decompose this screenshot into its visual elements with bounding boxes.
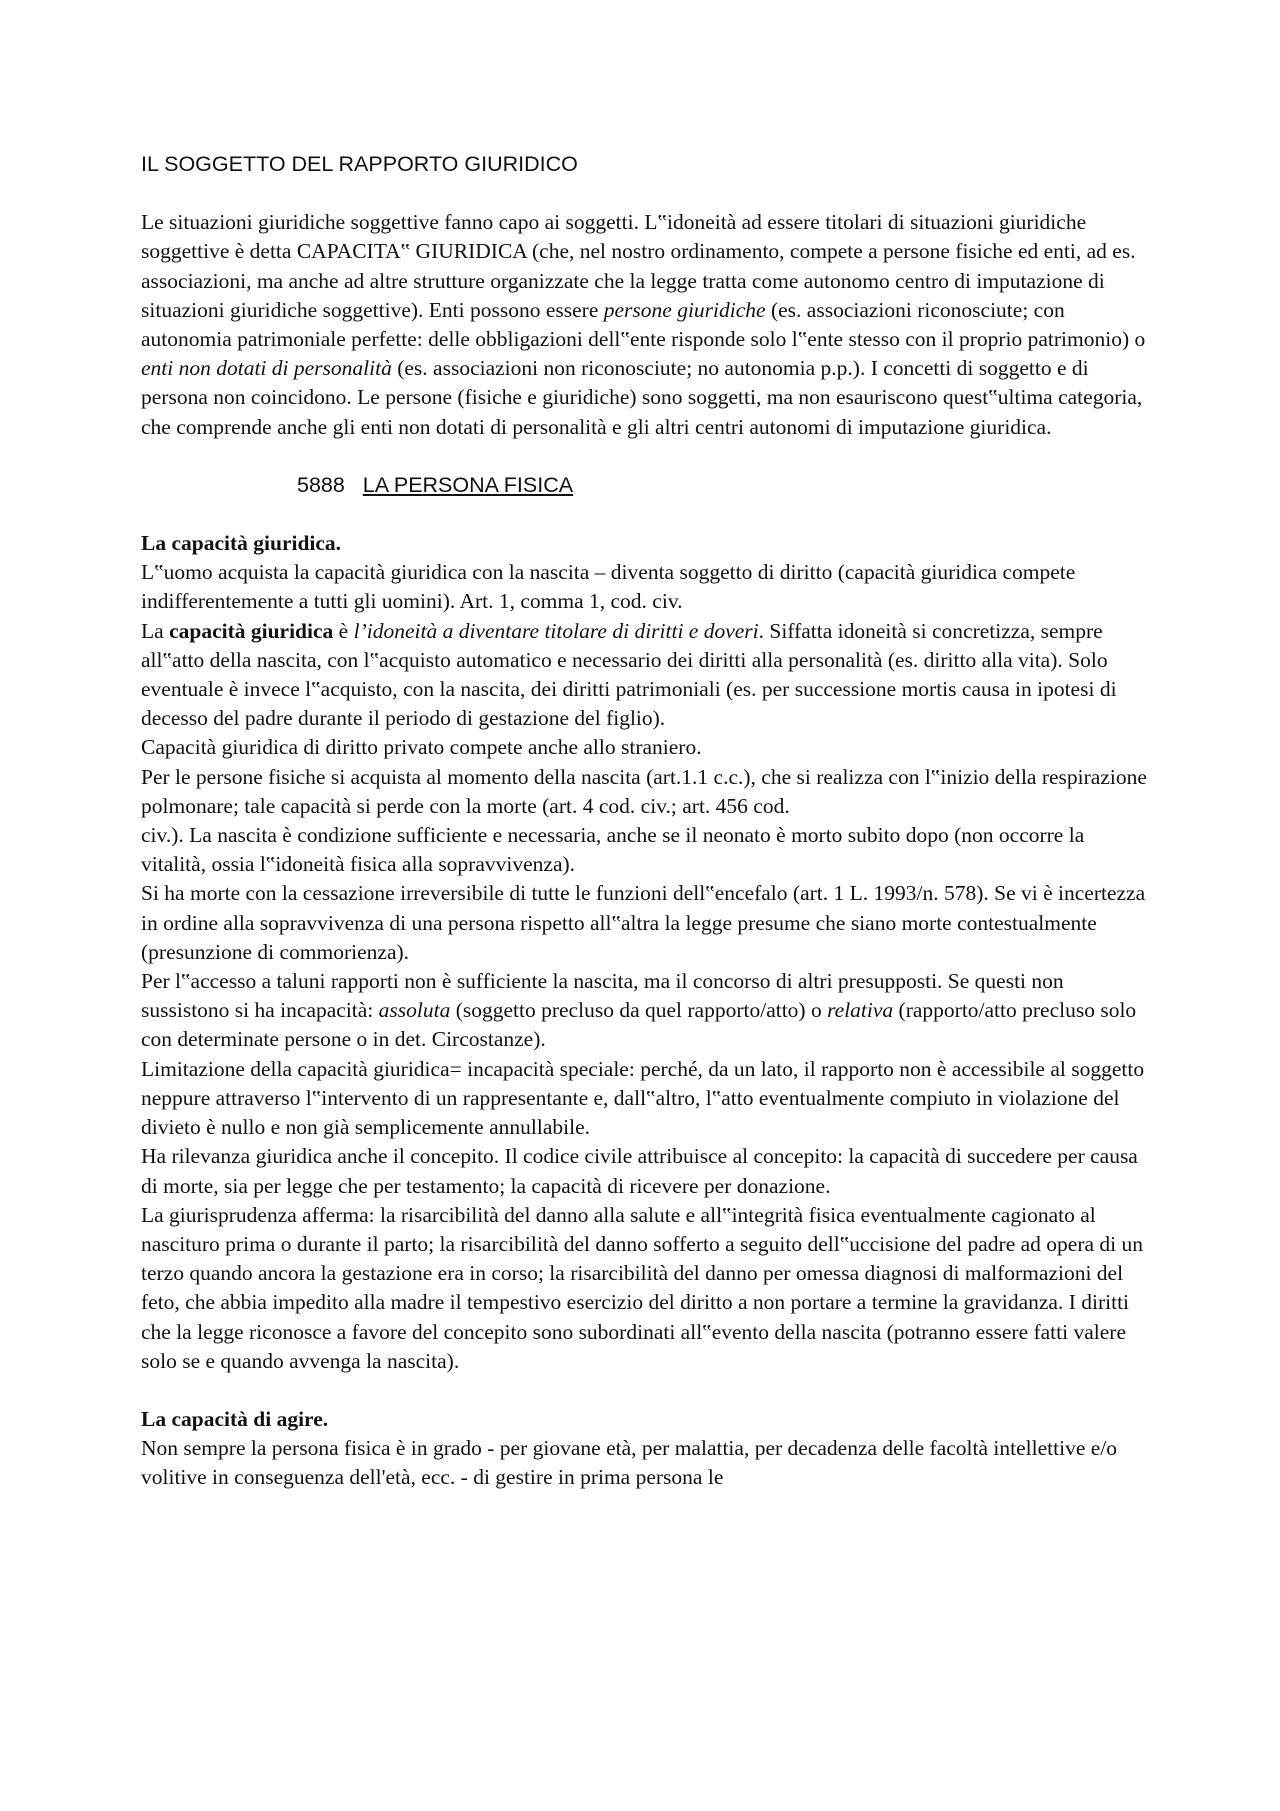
paragraph: Capacità giuridica di diritto privato compete anche allo straniero. — [141, 735, 702, 760]
subsection-number: 5888 — [297, 472, 345, 497]
paragraph-definition — [141, 617, 1149, 734]
text-run: (rapporto/atto precluso solo con determinate persone o in det. Circostanze). — [141, 998, 1137, 1052]
italic-term-relativa: relativa — [827, 998, 894, 1023]
text-run: . Siffatta idoneità si concretizza, sempre all‟atto della nascita, con l‟acquisto automatico e necessario dei diritti alla personalità (es. diritto alla vita). Solo eventuale è invece l‟acquisto, con la nascita, dei diritti patrimoniali (es. per successione mortis causa in ipotesi di decesso del padre durante il periodo di gestazione del figlio). — [141, 618, 1117, 731]
intro-text-3: (es. associazioni non riconosciute; no autonomia p.p.). I concetti di soggetto e di persona non coincidono. Le persone (fisiche e giuridiche) sono soggetti, ma non esauriscono quest‟ultima categoria, che comprende anche gli enti non dotati di personalità e gli altri centri autonomi di imputazione giuridica. — [141, 356, 1143, 439]
paragraph: Non sempre la persona fisica è in grado - per giovane età, per malattia, per decadenza delle facoltà intellettive e/o volitive in conseguenza dell'età, ecc. - di gestire in prima persona le — [141, 1436, 1118, 1490]
paragraph: Si ha morte con la cessazione irreversibile di tutte le funzioni dell‟encefalo (art. 1 L. 1993/n. 578). Se vi è incertezza in ordine alla sopravvivenza di una persona rispetto all‟altra la legge presume che siano morte contestualmente (presunzione di commorienza). — [141, 881, 1146, 964]
text-run: La — [141, 618, 170, 643]
paragraph: L‟uomo acquista la capacità giuridica con la nascita – diventa soggetto di diritto (capacità giuridica compete indifferentemente a tutti gli uomini). Art. 1, comma 1, cod. civ. — [141, 560, 1076, 614]
text-run: è — [333, 618, 354, 643]
text-run: Per l‟accesso a taluni rapporti non è sufficiente la nascita, ma il concorso di altri presupposti. Se questi non sussistono si ha incapacità: — [141, 969, 1064, 1023]
paragraph: Limitazione della capacità giuridica= incapacità speciale: perché, da un lato, il rapporto non è accessibile al soggetto neppure attraverso l‟intervento di un rappresentante e, dall‟altro, l‟atto eventualmente compiuto in violazione del divieto è nullo e non già semplicemente annullabile. — [141, 1056, 1145, 1140]
paragraph: Ha rilevanza giuridica anche il concepito. Il codice civile attribuisce al concepito: la capacità di succedere per causa di morte, sia per legge che per testamento; la capacità di ricevere per donazione. — [141, 1144, 1138, 1198]
paragraph-incapacita — [141, 967, 1149, 1055]
intro-text-2: (es. associazioni riconosciute; con autonomia patrimoniale perfette: delle obbligazioni dell‟ente risponde solo l‟ente stesso con il proprio patrimonio) o — [141, 297, 1146, 352]
intro-paragraph — [141, 208, 1149, 442]
italic-definition: l’idoneità a diventare titolare di diritti e doveri — [353, 618, 759, 643]
section-heading-capacita-giuridica: La capacità giuridica. — [141, 531, 342, 556]
subsection-title: LA PERSONA FISICA — [362, 472, 574, 497]
section-heading-capacita-agire: La capacità di agire. — [141, 1406, 329, 1431]
intro-italic-2: enti non dotati di personalità — [141, 356, 392, 381]
italic-term-assoluta: assoluta — [378, 998, 451, 1023]
bold-term: capacità giuridica — [169, 618, 334, 643]
paragraph: Per le persone fisiche si acquista al momento della nascita (art.1.1 c.c.), che si realizza con l‟inizio della respirazione polmonare; tale capacità si perde con la morte (art. 4 cod. civ.; art. 456 cod. — [141, 764, 1147, 818]
intro-italic-1: persone giuridiche — [603, 297, 766, 322]
spacer — [141, 442, 1149, 471]
document-body — [141, 150, 1149, 1493]
document-title: IL SOGGETTO DEL RAPPORTO GIURIDICO — [141, 152, 578, 176]
paragraph: civ.). La nascita è condizione sufficiente e necessaria, anche se il neonato è morto subito dopo (non occorre la vitalità, ossia l‟idoneità fisica alla sopravvivenza). — [141, 823, 1085, 877]
paragraph: La giurisprudenza afferma: la risarcibilità del danno alla salute e all‟integrità fisica eventualmente cagionato al nascituro prima o durante il parto; la risarcibilità del danno sofferto a seguito dell‟uccisione del padre ad opera di un terzo quando ancora la gestazione era in corso; la risarcibilità del danno per omessa diagnosi di malformazioni del feto, che abbia impedito alla madre il tempestivo esercizio del diritto a non portare a termine la gravidanza. I diritti che la legge riconosce a favore del concepito sono subordinati all‟evento della nascita (potranno essere fatti valere solo se e quando avvenga la nascita). — [141, 1202, 1143, 1373]
spacer — [141, 1376, 1149, 1405]
subsection-heading — [297, 471, 1149, 500]
intro-text-1: Le situazioni giuridiche soggettive fanno capo ai soggetti. L‟idoneità ad essere titolari di situazioni giuridiche soggettive è detta CAPACITA‟ GIURIDICA (che, nel nostro ordinamento, compete a persone fisiche ed enti, ad es. associazioni, ma anche ad altre strutture organizzate che la legge tratta come autonomo centro di imputazione di situazioni giuridiche soggettive). Enti possono essere — [141, 210, 1136, 322]
text-run: (soggetto precluso da quel rapporto/atto) o — [450, 998, 828, 1023]
